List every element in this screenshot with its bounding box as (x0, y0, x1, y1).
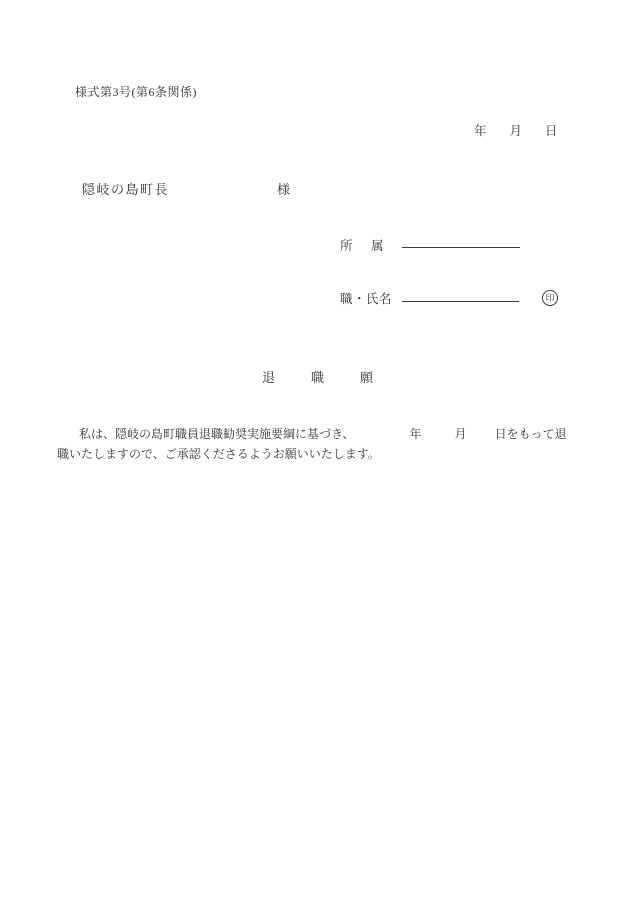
date-year-label: 年 (474, 124, 487, 138)
seal-label: 印 (545, 292, 555, 303)
form-number: 様式第3号(第6条関係) (75, 85, 197, 99)
affiliation-blank-line (402, 233, 520, 248)
body-line-2: 職いたしますので、ご承認くださるようお願いいたします。 (57, 447, 380, 461)
body-day-blank (467, 437, 495, 438)
body-line1-start: 私は、隠岐の島町職員退職勧奨実施要綱に基づき、 (79, 427, 355, 441)
date-line (474, 121, 558, 139)
body-line-1 (57, 424, 577, 444)
name-blank-line (402, 287, 519, 302)
name-label: 職・氏名 (340, 292, 393, 306)
body-line1-end: 日をもって退 (494, 427, 567, 441)
affiliation-label: 所 属 (340, 239, 387, 253)
body-year-label: 年 (409, 427, 422, 441)
date-day-label: 日 (545, 124, 558, 138)
document-title: 退職願 (262, 370, 410, 385)
addressee-honorific: 様 (277, 182, 291, 197)
addressee-title: 隠岐の島町長 (82, 182, 170, 197)
body-month-label: 月 (454, 427, 467, 441)
body-paragraph (57, 424, 577, 464)
seal-icon (542, 290, 558, 306)
addressee-line (82, 179, 290, 198)
body-month-blank (422, 437, 455, 438)
date-month-label: 月 (509, 124, 523, 138)
body-year-blank (355, 437, 410, 438)
